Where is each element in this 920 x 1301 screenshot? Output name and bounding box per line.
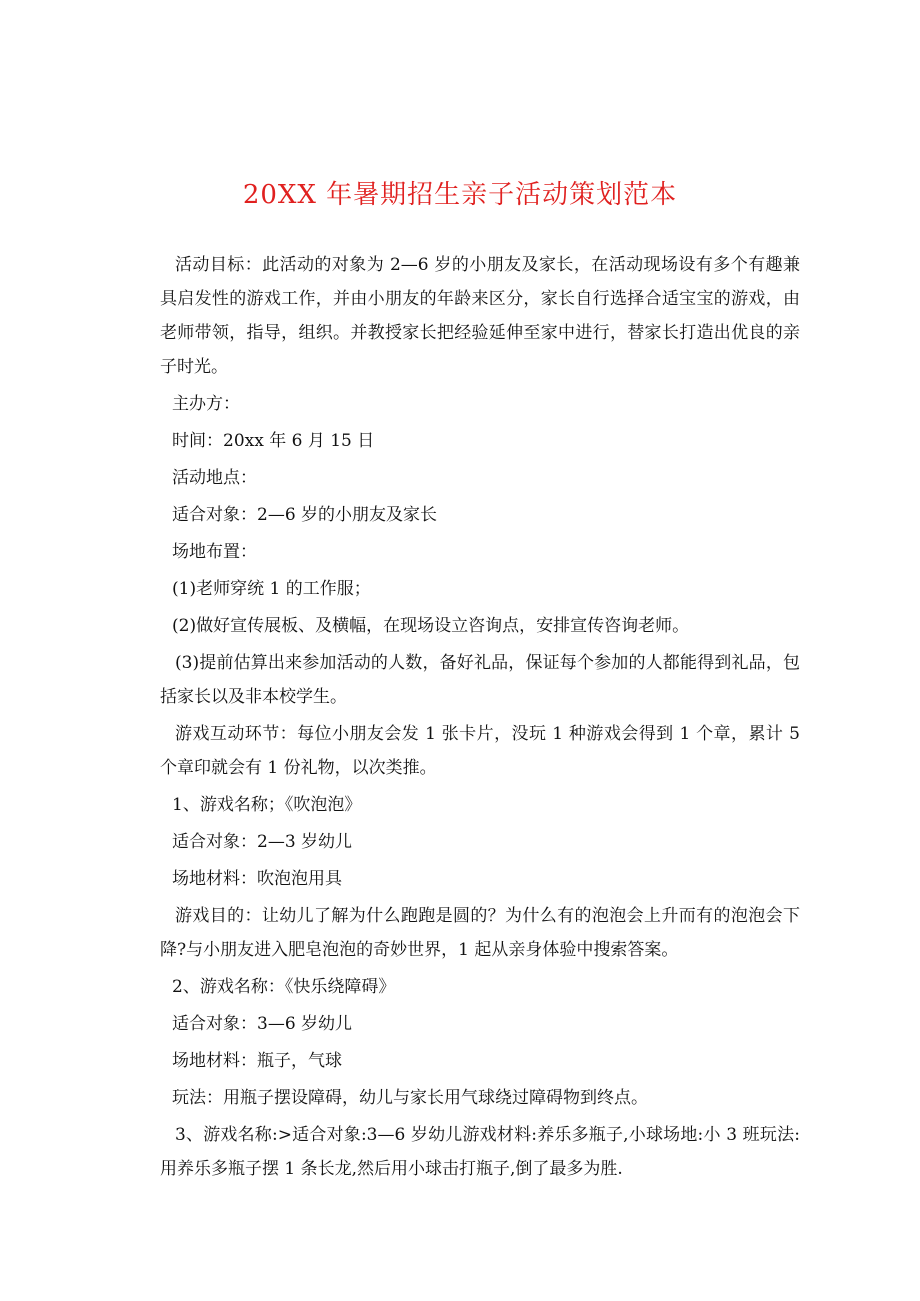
paragraph-time: 时间：20xx 年 6 月 15 日 (172, 431, 375, 451)
document-title: 20XX 年暑期招生亲子活动策划范本 (242, 180, 678, 210)
paragraph-game1-audience: 适合对象：2—3 岁幼儿 (172, 832, 353, 852)
paragraph-game1-name: 1、游戏名称；《吹泡泡》 (172, 795, 362, 815)
paragraph-game1-material: 场地材料：吹泡泡用具 (172, 869, 342, 889)
paragraph-goal: 活动目标：此活动的对象为 2—6 岁的小朋友及家长，在活动现场设有多个有趣兼具启发性的游戏工作，并由小朋友的年龄来区分，家长自行选择合适宝宝的游戏，由老师带领，指导，组织。并教授家长把经验延伸至家中进行，替家长打造出优良的亲子时光。 (160, 255, 800, 377)
paragraph-game2-name: 2、游戏名称：《快乐绕障碍》 (172, 977, 396, 997)
document-body (160, 248, 800, 1186)
paragraph-game1-purpose: 游戏目的：让幼儿了解为什么跑跑是圆的？为什么有的泡泡会上升而有的泡泡会下降?与小朋友进入肥皂泡泡的奇妙世界，1 起从亲身体验中搜索答案。 (160, 906, 800, 960)
paragraph-audience: 适合对象：2—6 岁的小朋友及家长 (172, 505, 438, 525)
paragraph-layout-1: (1)老师穿统 1 的工作服； (172, 579, 371, 599)
paragraph-layout-3: (3)提前估算出来参加活动的人数，备好礼品，保证每个参加的人都能得到礼品，包括家长以及非本校学生。 (160, 653, 800, 707)
paragraph-game2-material: 场地材料：瓶子，气球 (172, 1051, 342, 1071)
paragraph-game2-audience: 适合对象：3—6 岁幼儿 (172, 1014, 353, 1034)
paragraph-interaction: 游戏互动环节：每位小朋友会发 1 张卡片，没玩 1 种游戏会得到 1 个章，累计 5 个章印就会有 1 份礼物，以次类推。 (160, 724, 800, 778)
paragraph-organizer: 主办方： (172, 394, 240, 414)
paragraph-game3: 3、游戏名称:>适合对象:3—6 岁幼儿游戏材料:养乐多瓶子,小球场地:小 3 班玩法:用养乐多瓶子摆 1 条长龙,然后用小球击打瓶子,倒了最多为胜. (160, 1125, 800, 1179)
paragraph-venue: 活动地点： (172, 468, 257, 488)
paragraph-layout-heading: 场地布置： (172, 542, 257, 562)
paragraph-layout-2: (2)做好宣传展板、及横幅，在现场设立咨询点，安排宣传咨询老师。 (172, 616, 690, 636)
paragraph-game2-play: 玩法：用瓶子摆设障碍，幼儿与家长用气球绕过障碍物到终点。 (172, 1088, 648, 1108)
